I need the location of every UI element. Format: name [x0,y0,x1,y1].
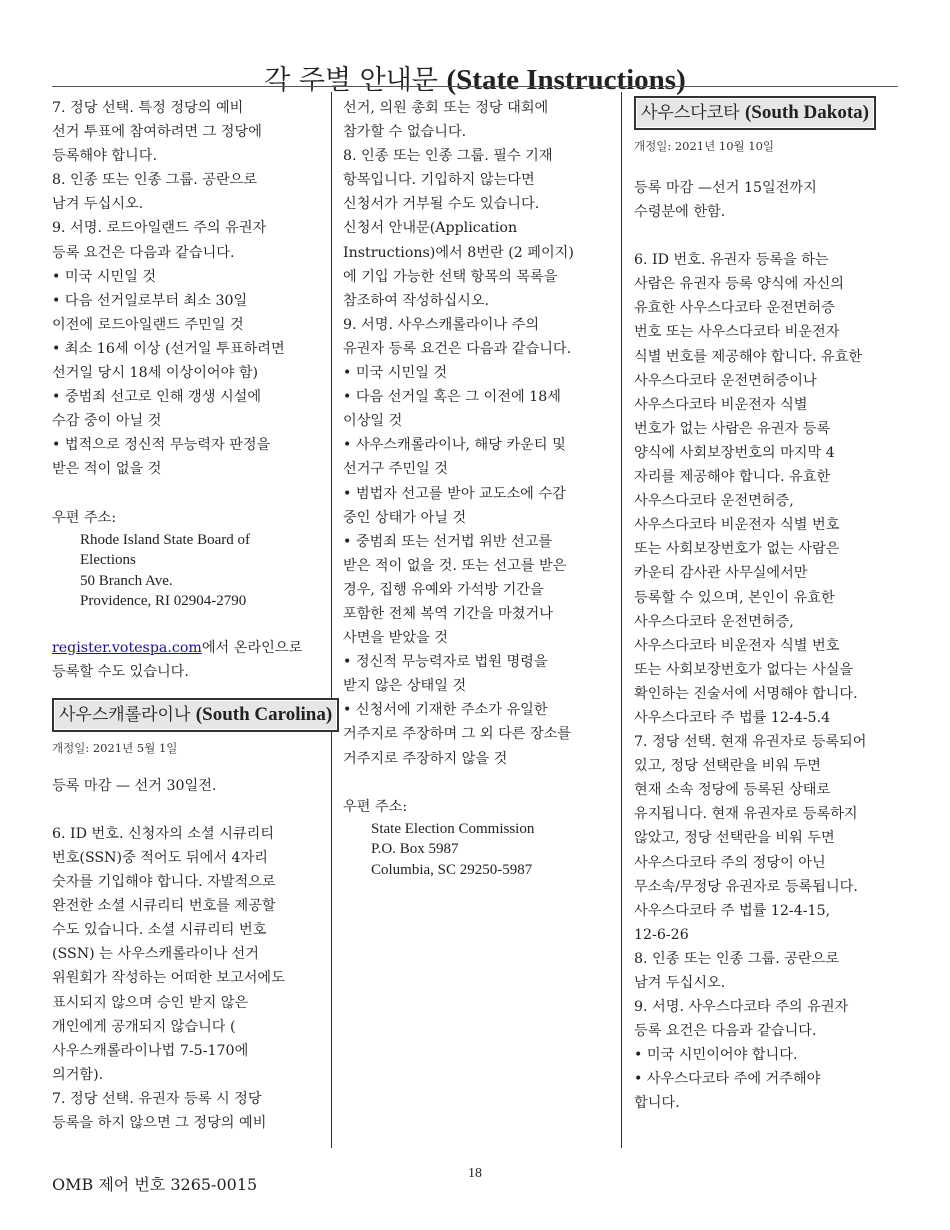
text-line: 에 기입 가능한 선택 항목의 목록을 [343,268,558,285]
text-line: 7. 정당 선택. 유권자 등록 시 정당 [52,1090,262,1107]
text-line: 8. 인종 또는 인종 그룹. 공란으로 [634,950,840,967]
text-line: 7. 정당 선택. 현재 유권자로 등록되어 [634,734,867,751]
text-line: 남겨 두십시오. [52,196,144,213]
text-line: Columbia, SC 29250-5987 [371,861,533,878]
text-line: 사우스다코타 운전면허증, [634,613,794,630]
text-line: 숫자를 기입해야 합니다. 자발적으로 [52,874,276,891]
text-line: 유지됩니다. 현재 유권자로 등록하지 [634,806,858,823]
text-line: 유효한 사우스다코타 운전면허증 [634,300,835,317]
mailing-address-label-sc: 우편 주소: [343,798,408,815]
text-line: 9. 서명. 사우스캐롤라이나 주의 [343,316,540,333]
text-line: 항목입니다. 기입하지 않는다면 [343,172,535,189]
text-line: 신청서 안내문(Application [343,220,518,237]
south-carolina-instructions [52,822,320,1135]
online-registration-note [52,636,320,684]
text-line: 또는 사회보장번호가 없다는 사실을 [634,661,854,678]
text-line: 의거함). [52,1066,104,1083]
text-line: 받지 않은 상태일 것 [343,678,467,695]
text-line: 번호(SSN)중 적어도 뒤에서 4자리 [52,849,268,866]
text-line: 확인하는 진술서에 서명해야 합니다. [634,685,858,702]
south-carolina-revised-date: 개정일: 2021년 5월 1일 [52,740,178,755]
text-line: 위원회가 작성하는 어떠한 보고서에도 [52,970,285,987]
text-line: 있고, 정당 선택란을 비워 두면 [634,758,822,775]
south-carolina-heading [52,698,339,732]
column-left [52,96,333,1135]
text-line: 등록을 하지 않으면 그 정당의 예비 [52,1115,267,1131]
text-line: 유권자 등록 요건은 다음과 같습니다. [343,340,572,357]
text-line: 사우스다코타 주 법률 12-4-15, [634,902,831,919]
text-line: 번호가 없는 사람은 유권자 등록 [634,420,831,437]
text-line: 받은 적이 없을 것. 또는 선고를 받은 [343,557,567,574]
south-carolina-instructions-continued [343,96,609,771]
south-dakota-heading-ko: 사우스다코타 [641,103,740,123]
text-line: 선거 투표에 참여하려면 그 정당에 [52,124,262,141]
text-line: 수감 중이 아닐 것 [52,413,162,430]
text-line: Instructions)에서 8번란 (2 페이지) [343,244,574,261]
text-line: 수령분에 한함. [634,204,726,221]
south-dakota-instructions [634,248,898,1115]
text-line: 참가할 수 없습니다. [343,124,467,141]
text-line: • 최소 16세 이상 (선거일 투표하려면 [52,340,285,357]
text-line: 경우, 집행 유예와 가석방 기간을 [343,581,544,598]
text-line: Elections [80,552,136,569]
column-divider-1 [331,92,332,1148]
text-line: 6. ID 번호. 유권자 등록을 하는 [634,252,829,269]
text-line: 완전한 소셜 시큐리티 번호를 제공할 [52,898,276,915]
text-line: • 다음 선거일 혹은 그 이전에 18세 [343,389,561,406]
text-line: • 중범죄 또는 선거법 위반 선고를 [343,533,553,550]
text-line: 사우스다코타 비운전자 식별 번호 [634,517,840,534]
text-line: 개인에게 공개되지 않습니다 ( [52,1018,236,1035]
online-registration-link[interactable]: register.votespa.com [52,639,202,656]
text-line: 9. 서명. 로드아일랜드 주의 유권자 [52,220,267,237]
text-line: 사우스캐롤라이나법 7-5-170에 [52,1042,249,1059]
text-line: 않았고, 정당 선택란을 비워 두면 [634,830,835,847]
text-line: 7. 정당 선택. 특정 정당의 예비 [52,100,244,116]
text-line: 등록 요건은 다음과 같습니다. [634,1023,817,1040]
text-line: 포함한 전체 복역 기간을 마쳤거나 [343,605,553,622]
south-carolina-address [371,819,609,881]
text-line: 수도 있습니다. 소셜 시큐리티 번호 [52,922,267,939]
text-line: 현재 소속 정당에 등록된 상태로 [634,782,831,799]
text-line: 식별 번호를 제공해야 합니다. 유효한 [634,348,863,365]
text-line: 6. ID 번호. 신청자의 소셜 시큐리티 [52,825,275,842]
text-line: 사우스다코타 주 법률 12-4-5.4 [634,709,831,726]
text-line: 남겨 두십시오. [634,975,726,991]
text-line: 선거일 당시 18세 이상이어야 함) [52,365,259,382]
text-line: • 신청서에 기재한 주소가 유일한 [343,702,548,719]
page-title-english: (State Instructions) [446,64,686,97]
text-line: 양식에 사회보장번호의 마지막 4 [634,444,835,461]
online-note-text-2: 등록할 수도 있습니다. [52,663,189,680]
text-line: • 미국 시민이어야 합니다. [634,1047,798,1064]
text-line: 등록 마감 —선거 15일전까지 [634,180,817,196]
text-line: 8. 인종 또는 인종 그룹. 공란으로 [52,172,258,189]
text-line: 8. 인종 또는 인종 그룹. 필수 기재 [343,148,553,165]
rhode-island-address [80,530,320,612]
text-line: 신청서가 거부될 수도 있습니다. [343,196,540,213]
title-rule [52,86,898,87]
text-line: 사우스다코타 주의 정당이 아닌 [634,854,826,871]
text-line: 등록해야 합니다. [52,148,157,165]
south-dakota-heading [634,96,876,130]
column-middle [343,96,609,880]
south-carolina-heading-en: (South Carolina) [195,703,333,725]
text-line: 참조하여 작성하십시오. [343,292,490,309]
text-line: Providence, RI 02904-2790 [80,593,247,610]
text-line: 번호 또는 사우스다코타 비운전자 [634,324,840,341]
text-line: 이상일 것 [343,413,403,430]
text-line: 거주지로 주장하지 않을 것 [343,750,508,767]
rhode-island-instructions [52,96,320,482]
text-line: 사우스다코타 운전면허증, [634,493,794,510]
text-line: 등록할 수 있으며, 본인이 유효한 [634,589,835,606]
text-line: 무소속/무정당 유권자로 등록됩니다. [634,878,858,895]
page-number: 18 [468,1166,482,1181]
text-line: 합니다. [634,1095,680,1112]
mailing-address-label: 우편 주소: [52,509,117,526]
text-line: 표시되지 않으며 승인 받지 않은 [52,994,249,1011]
south-carolina-heading-ko: 사우스캐롤라이나 [59,704,191,725]
text-line: 사람은 유권자 등록 양식에 자신의 [634,276,844,293]
text-line: 사면을 받았을 것 [343,630,448,647]
text-line: 등록 요건은 다음과 같습니다. [52,244,235,261]
text-line: • 법적으로 정신적 무능력자 판정을 [52,437,271,454]
text-line: 이전에 로드아일랜드 주민일 것 [52,316,244,333]
text-line: 거주지로 주장하며 그 외 다른 장소를 [343,726,572,743]
text-line: 9. 서명. 사우스다코타 주의 유권자 [634,999,849,1016]
text-line: 사우스다코타 운전면허증이나 [634,372,817,389]
south-dakota-heading-en: (South Dakota) [744,102,870,123]
text-line: • 중범죄 선고로 인해 갱생 시설에 [52,389,262,406]
text-line: Rhode Island State Board of [80,531,250,548]
column-divider-2 [621,92,622,1148]
text-line: P.O. Box 5987 [371,841,459,858]
page-title-korean: 각 주별 안내문 [264,65,438,97]
text-line: • 미국 시민일 것 [52,268,157,285]
text-line: 선거구 주민일 것 [343,461,448,478]
text-line: 자리를 제공해야 합니다. 유효한 [634,469,831,486]
text-line: 50 Branch Ave. [80,572,173,589]
text-line: (SSN) 는 사우스캐롤라이나 선거 [52,946,259,963]
text-line: State Election Commission [371,820,535,837]
text-line: • 미국 시민일 것 [343,365,448,382]
south-dakota-deadline [634,176,898,224]
text-line: • 사우스다코타 주에 거주해야 [634,1071,821,1088]
online-note-text: 에서 온라인으로 [201,639,303,656]
text-line: 사우스다코타 비운전자 식별 번호 [634,637,840,654]
south-carolina-deadline: 등록 마감 — 선거 30일전. [52,777,217,794]
text-line: 받은 적이 없을 것 [52,461,162,478]
text-line: • 사우스캐롤라이나, 해당 카운티 및 [343,437,566,454]
column-right [634,96,898,1116]
text-line: • 다음 선거일로부터 최소 30일 [52,292,248,309]
text-line: • 정신적 무능력자로 법원 명령을 [343,654,548,671]
text-line: 중인 상태가 아닐 것 [343,509,467,526]
text-line: 12-6-26 [634,926,689,943]
text-line: 카운티 감사관 사무실에서만 [634,565,808,582]
text-line: 또는 사회보장번호가 없는 사람은 [634,541,840,558]
text-line: 사우스다코타 비운전자 식별 [634,396,808,413]
text-line: • 범법자 선고를 받아 교도소에 수감 [343,485,566,502]
text-line: 선거, 의원 총회 또는 정당 대회에 [343,100,549,116]
omb-control-number: OMB 제어 번호 3265-0015 [52,1175,258,1194]
page-title [0,58,950,97]
south-dakota-revised-date: 개정일: 2021년 10월 10일 [634,139,775,153]
